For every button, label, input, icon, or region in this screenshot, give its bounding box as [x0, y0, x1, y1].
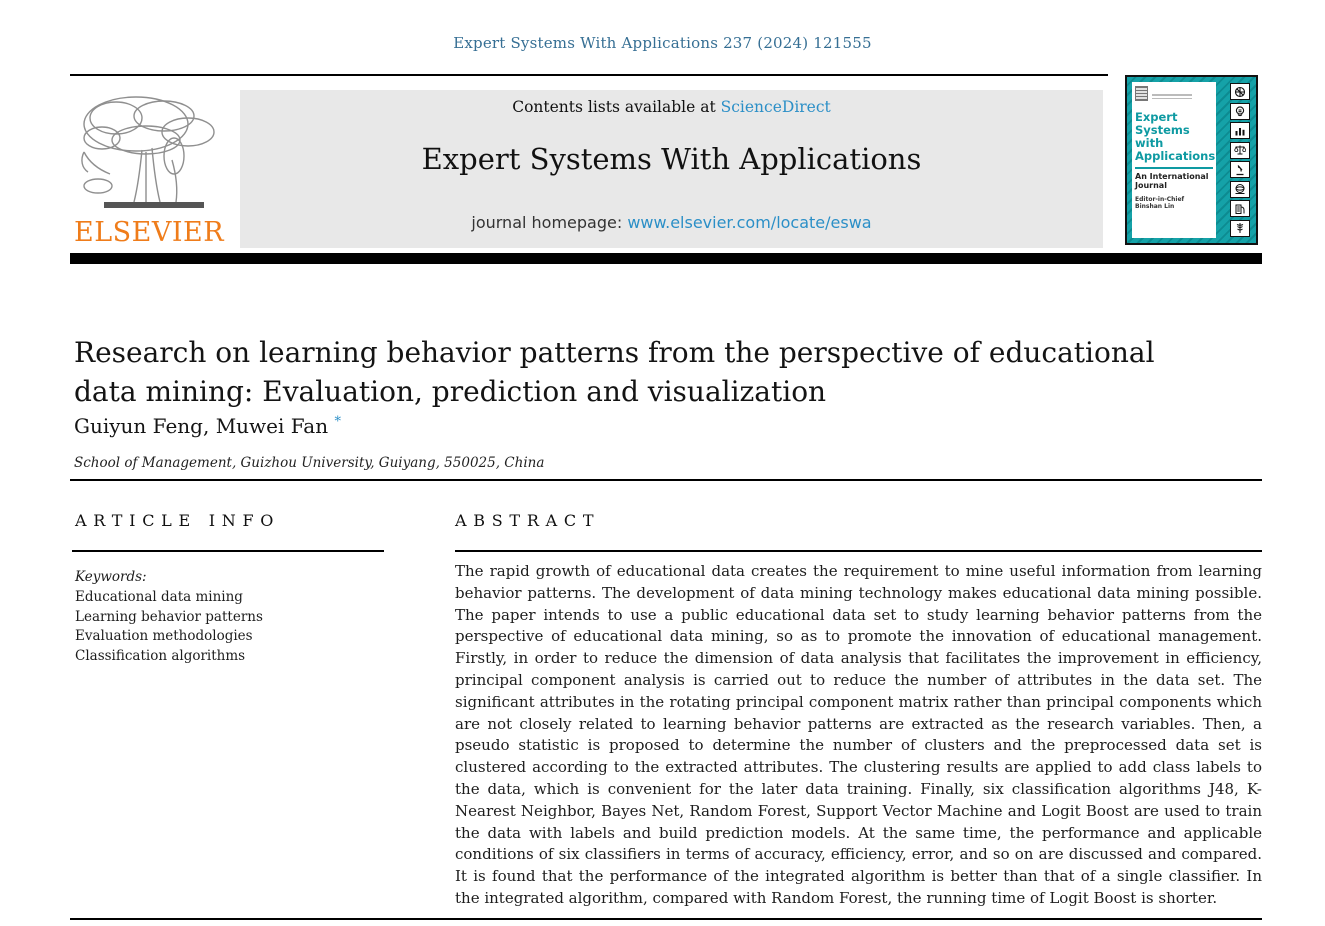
keywords-label: Keywords: [75, 569, 147, 585]
globe-icon [1230, 181, 1250, 198]
homepage-prefix: journal homepage: [471, 213, 628, 232]
author-line [74, 414, 341, 438]
title-line-1: Research on learning behavior patterns from the perspective of educational [74, 336, 1155, 369]
head-icon [1230, 103, 1250, 120]
keyword-item: Educational data mining [75, 588, 243, 605]
homepage-link[interactable]: www.elsevier.com/locate/eswa [627, 213, 872, 232]
abstract-rule [455, 550, 1262, 552]
sciencedirect-link[interactable]: ScienceDirect [720, 98, 831, 116]
contents-prefix: Contents lists available at [512, 98, 721, 116]
cover-rule [1135, 167, 1213, 169]
article-info-rule [72, 550, 384, 552]
bar-chart-icon [1230, 122, 1250, 139]
elsevier-logo [72, 88, 237, 248]
elsevier-wordmark: ELSEVIER [74, 217, 225, 248]
cover-mini-logo [1135, 86, 1148, 101]
header-black-bar [70, 253, 1262, 264]
pump-icon [1230, 200, 1250, 217]
page-title [74, 333, 1155, 411]
affiliation: School of Management, Guizhou University, Guiyang, 550025, China [74, 455, 545, 471]
journal-title: Expert Systems With Applications [421, 142, 922, 176]
caduceus-icon [1230, 220, 1250, 237]
cover-subtitle: An International Journal [1135, 171, 1209, 190]
keyword-item: Learning behavior patterns [75, 608, 263, 625]
title-divider-rule [70, 479, 1262, 481]
abstract-heading: ABSTRACT [455, 511, 601, 530]
homepage-line [240, 213, 1103, 232]
microscope-icon [1230, 161, 1250, 178]
author-names: Guiyun Feng, Muwei Fan [74, 414, 329, 438]
keywords-block [75, 568, 385, 667]
corresponding-author-mark[interactable]: * [334, 414, 341, 430]
header-top-rule [70, 74, 1108, 76]
title-line-2: data mining: Evaluation, prediction and visualization [74, 375, 827, 408]
scales-icon [1230, 142, 1250, 159]
journal-banner [240, 90, 1103, 248]
elsevier-tree-icon [76, 90, 232, 216]
keyword-item: Classification algorithms [75, 648, 246, 665]
page-bottom-rule [70, 918, 1262, 920]
cover-icon-column [1230, 83, 1252, 239]
keyword-item: Evaluation methodologies [75, 628, 253, 645]
journal-citation: Expert Systems With Applications 237 (2024) 121555 [453, 34, 872, 52]
cover-editor: Editor-in-Chief Binshan Lin [1135, 195, 1185, 210]
cover-mini-text [1152, 92, 1192, 101]
journal-cover-thumbnail[interactable] [1125, 75, 1258, 245]
abstract-text: The rapid growth of educational data creates the requirement to mine useful information from learning behavior patterns. The development of data mining technology makes educational data mining possible. The paper intends to use a public educational data set to study learning behavior patterns from the perspective of educational data mining, so as to promote the innovation of educational management. Firstly, in order to reduce the dimension of data analysis that facilitates the improvement in efficiency, principal component analysis is carried out to reduce the number of attributes in the data set. The significant attributes in the rotating principal component matrix rather than principal components which are not closely related to learning behavior patterns are extracted as the research variables. Then, a pseudo statistic is proposed to determine the number of clusters and the preprocessed data set is clustered according to the extracted attributes. The clustering results are applied to add class labels to the data, which is convenient for the later data training. Finally, six classification algorithms J48, K-Nearest Neighbor, Bayes Net, Random Forest, Support Vector Machine and Logit Boost are used to train the data with labels and build prediction models. At the same time, the performance and applicable conditions of six classifiers in terms of accuracy, efficiency, error, and so on are discussed and compared. It is found that the performance of the integrated algorithm is better than that of a single classifier. In the integrated algorithm, compared with Random Forest, the running time of Logit Boost is shorter. [455, 562, 1262, 907]
article-info-heading: ARTICLE INFO [75, 511, 281, 530]
wheel-icon [1230, 83, 1250, 100]
cover-panel [1132, 82, 1216, 238]
cover-title: Expert Systems with Applications [1135, 110, 1216, 163]
contents-line [240, 98, 1103, 116]
